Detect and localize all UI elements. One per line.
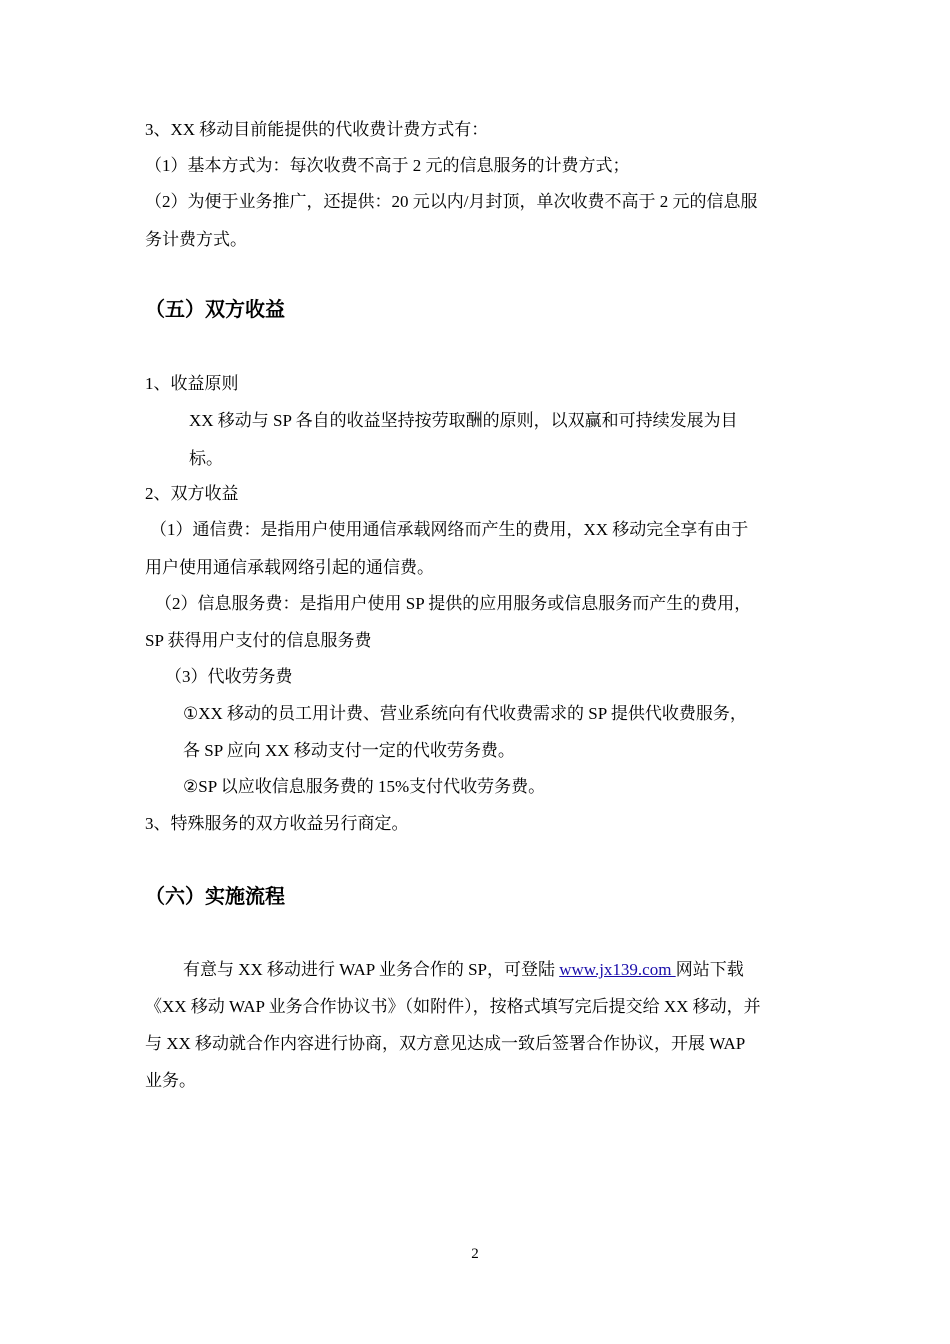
billing-item-2-line-1: （2）为便于业务推广，还提供：20 元以内/月封顶，单次收费不高于 2 元的信息服 — [145, 192, 758, 211]
agency-fee-sub-1-line-1: ①XX 移动的员工用计费、营业系统向有代收费需求的 SP 提供代收费服务， — [183, 704, 747, 723]
process-line-1-before: 有意与 XX 移动进行 WAP 业务合作的 SP，可登陆 — [183, 960, 560, 979]
download-site-link[interactable]: www.jx139.com — [559, 960, 676, 979]
income-principle-line-2: 标。 — [189, 449, 223, 468]
mutual-income-label: 2、双方收益 — [145, 484, 239, 503]
process-line-1 — [183, 958, 744, 982]
agency-fee-label: （3）代收劳务费 — [165, 667, 293, 686]
process-line-2: 《XX 移动 WAP 业务合作协议书》（如附件），按格式填写完后提交给 XX 移动，并 — [145, 997, 761, 1016]
income-principle-line-1: XX 移动与 SP 各自的收益坚持按劳取酬的原则，以双赢和可持续发展为目 — [189, 411, 738, 430]
process-line-4: 业务。 — [145, 1071, 196, 1090]
income-principle-label: 1、收益原则 — [145, 374, 239, 393]
agency-fee-sub-2: ②SP 以应收信息服务费的 15%支付代收劳务费。 — [183, 777, 546, 796]
comm-fee-line-2: 用户使用通信承载网络引起的通信费。 — [145, 558, 434, 577]
process-line-1-after: 网站下载 — [675, 960, 744, 979]
info-fee-line-2: SP 获得用户支付的信息服务费 — [145, 631, 372, 650]
special-service-note: 3、特殊服务的双方收益另行商定。 — [145, 814, 409, 833]
billing-intro: 3、XX 移动目前能提供的代收费计费方式有： — [145, 120, 489, 139]
page-number: 2 — [471, 1246, 479, 1262]
billing-item-2-line-2: 务计费方式。 — [145, 230, 247, 249]
agency-fee-sub-1-line-2: 各 SP 应向 XX 移动支付一定的代收劳务费。 — [183, 741, 515, 760]
info-fee-line-1: （2）信息服务费：是指用户使用 SP 提供的应用服务或信息服务而产生的费用， — [155, 594, 752, 613]
comm-fee-line-1: （1）通信费：是指用户使用通信承载网络而产生的费用，XX 移动完全享有由于 — [150, 520, 749, 539]
process-line-3: 与 XX 移动就合作内容进行协商，双方意见达成一致后签署合作协议，开展 WAP — [145, 1034, 746, 1053]
section-five-heading: （五）双方收益 — [145, 297, 285, 321]
billing-item-1: （1）基本方式为：每次收费不高于 2 元的信息服务的计费方式； — [145, 156, 630, 175]
section-six-heading: （六）实施流程 — [145, 884, 285, 908]
